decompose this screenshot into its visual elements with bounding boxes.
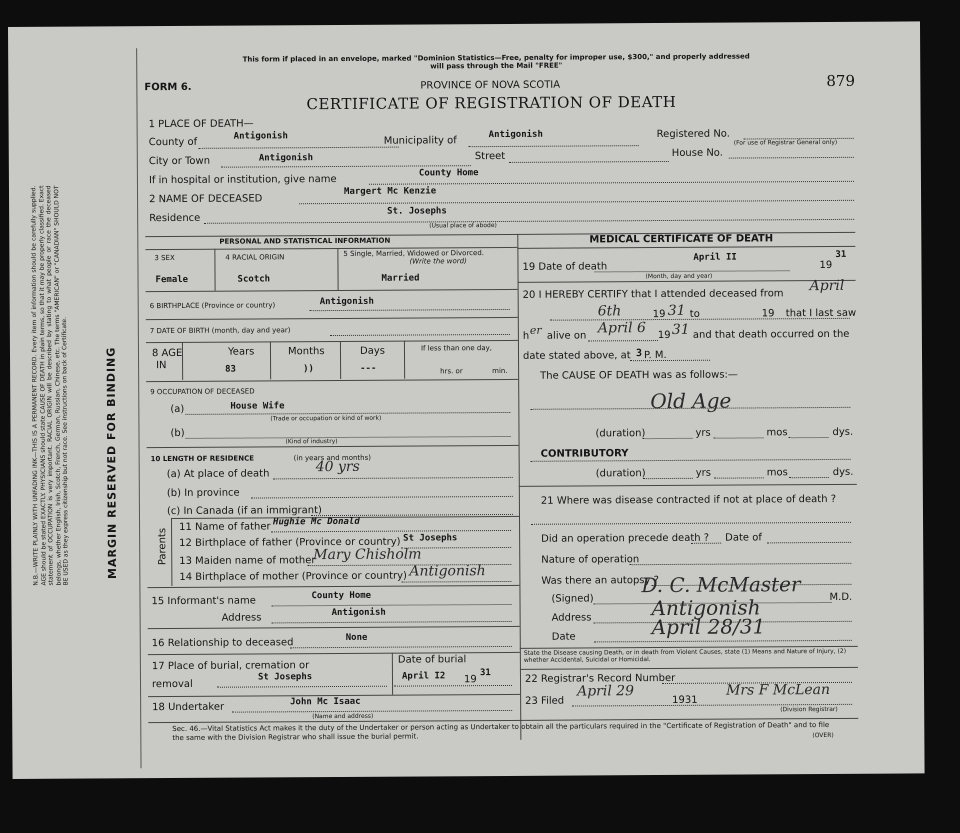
alive-pronoun: er bbox=[529, 323, 542, 337]
sex-label: 3 SEX bbox=[154, 253, 175, 263]
contrib-yrs-label: yrs bbox=[695, 467, 712, 479]
personal-heading: PERSONAL AND STATISTICAL INFORMATION bbox=[219, 236, 391, 246]
birthplace-label: 6 BIRTHPLACE (Province or country) bbox=[149, 301, 276, 311]
marital-note: (Write the word) bbox=[409, 257, 467, 266]
division-registrar-note: (Division Registrar) bbox=[780, 705, 838, 714]
contracted-label: 21 Where was disease contracted if not at place of death ? bbox=[540, 493, 837, 507]
occupation-value: House Wife bbox=[230, 401, 285, 412]
death-occurred-label: and that death occurred on the bbox=[692, 328, 850, 341]
to-label: to bbox=[689, 308, 700, 320]
burial-date-value: April I2 bbox=[401, 671, 446, 682]
alive-prefix: h bbox=[522, 330, 530, 342]
record-number-label: 22 Registrar's Record Number bbox=[524, 672, 676, 685]
burial-date-label: Date of burial bbox=[397, 654, 467, 666]
place-of-death-label: 1 PLACE OF DEATH— bbox=[148, 118, 254, 131]
nature-label: Nature of operation bbox=[541, 554, 640, 566]
attended-from-value: April bbox=[809, 277, 845, 295]
death-year-prefix: 19 bbox=[819, 259, 833, 272]
alive-date-value: April 6 bbox=[597, 320, 646, 337]
signature-date-value: April 28/31 bbox=[651, 614, 766, 640]
medical-heading: MEDICAL CERTIFICATE OF DEATH bbox=[589, 233, 774, 246]
min-label: min. bbox=[492, 366, 508, 376]
dob-label: 7 DATE OF BIRTH (month, day and year) bbox=[149, 326, 291, 336]
municipality-label: Municipality of bbox=[383, 135, 457, 147]
undertaker-note: (Name and address) bbox=[312, 712, 374, 721]
undertaker-value: John Mc Isaac bbox=[290, 696, 361, 708]
date-stated-label: date stated above, at bbox=[522, 350, 631, 362]
death-date-label: 19 Date of death bbox=[522, 261, 608, 273]
less-than-day-label: If less than one day, bbox=[420, 344, 493, 353]
county-label: County of bbox=[148, 136, 198, 149]
father-label: 11 Name of father bbox=[179, 521, 271, 533]
burial-year-prefix: 19 bbox=[463, 674, 477, 686]
hospital-value: County Home bbox=[418, 168, 479, 179]
physician-address-label: Address bbox=[551, 612, 592, 624]
residence-length-note: (in years and months) bbox=[293, 453, 371, 463]
hrs-label: hrs. or bbox=[440, 367, 463, 376]
cause-dys-label: dys. bbox=[832, 426, 854, 438]
death-time-value: 3 bbox=[635, 348, 643, 360]
binding-rule bbox=[136, 48, 141, 768]
father-birthplace-value: St Josephs bbox=[403, 533, 458, 544]
alive-label: alive on bbox=[546, 330, 587, 342]
undertaker-label: 18 Undertaker bbox=[152, 701, 225, 714]
relationship-label: 16 Relationship to deceased bbox=[151, 637, 294, 650]
last-saw-label: that I last saw bbox=[785, 307, 857, 320]
mother-birthplace-value: Antigonish bbox=[409, 563, 486, 580]
birthplace-value: Antigonish bbox=[319, 296, 374, 308]
burial-year-value: 31 bbox=[479, 668, 491, 679]
occupation-note: (Trade or occupation or kind of work) bbox=[270, 414, 382, 423]
age-in-label: IN bbox=[156, 360, 167, 372]
months-value: )) bbox=[303, 364, 314, 375]
years-value: 83 bbox=[225, 364, 236, 375]
in-canada-label: (c) In Canada (if an immigrant) bbox=[166, 505, 322, 518]
months-label: Months bbox=[287, 346, 325, 358]
city-value: Antigonish bbox=[258, 153, 314, 164]
racial-origin-label: 4 RACIAL ORIGIN bbox=[225, 253, 285, 262]
years-label: Years bbox=[227, 346, 255, 358]
registered-no-label: Registered No. bbox=[656, 128, 730, 141]
autopsy-label: Was there an autopsy ? bbox=[541, 575, 659, 587]
signature-date-label: Date bbox=[551, 631, 576, 643]
occupation-a: (a) bbox=[170, 403, 185, 416]
burial-place-value: St Josephs bbox=[257, 672, 313, 683]
cause-value: Old Age bbox=[650, 388, 732, 414]
margin-title: MARGIN RESERVED FOR BINDING bbox=[104, 346, 120, 580]
registrar-note: (For use of Registrar General only) bbox=[733, 138, 838, 147]
sex-value: Female bbox=[155, 274, 189, 286]
occupation-b: (b) bbox=[170, 427, 185, 440]
house-no-label: House No. bbox=[671, 147, 723, 159]
deceased-name-value: Margert Mc Kenzie bbox=[343, 186, 437, 197]
informant-value: County Home bbox=[311, 590, 372, 602]
filed-year-value: 1931 bbox=[672, 694, 698, 706]
contrib-dys-label: dys. bbox=[832, 466, 854, 478]
residence-length-label: 10 LENGTH OF RESIDENCE bbox=[150, 454, 255, 464]
attended-year-prefix: 19 bbox=[652, 308, 666, 321]
cause-duration-label: (duration) bbox=[595, 428, 646, 440]
informant-address-label: Address bbox=[221, 612, 262, 624]
street-label: Street bbox=[474, 150, 506, 163]
alive-year-prefix: 19 bbox=[657, 329, 671, 342]
occupation-label: 9 OCCUPATION OF DECEASED bbox=[150, 387, 255, 397]
death-year-value: 31 bbox=[835, 249, 847, 260]
signed-label: (Signed) bbox=[551, 593, 594, 605]
cause-mos-label: mos bbox=[766, 427, 788, 439]
filed-label: 23 Filed bbox=[525, 695, 565, 707]
certificate-title: CERTIFICATE OF REGISTRATION OF DEATH bbox=[306, 92, 677, 114]
death-certificate bbox=[8, 21, 925, 779]
to-year-prefix: 19 bbox=[761, 308, 775, 320]
age-label: 8 AGE bbox=[151, 347, 183, 360]
industry-note: (Kind of industry) bbox=[285, 437, 338, 446]
mother-label: 13 Maiden name of mother bbox=[179, 555, 316, 567]
at-place-label: (a) At place of death bbox=[166, 468, 270, 481]
death-date-note: (Month, day and year) bbox=[645, 272, 713, 281]
cause-yrs-label: yrs bbox=[695, 427, 711, 439]
days-value: --- bbox=[360, 363, 377, 374]
form-number: FORM 6. bbox=[144, 81, 192, 94]
margin-instructions: N.B.—WRITE PLAINLY WITH UNFADING INK—THIS IS A PERMANENT RECORD. Every item of information should be carefully supplied. AGE should be stated EXACTLY. PHYSICIANS should state CAUSE OF DEATH in plain terms, so that it may be properly classified. Exact statement of OCCUPATION is very important. RACIAL ORIGIN will be described by stating to what people or race the deceased belongs, whether English, Irish, Scotch, French, German, Russian, Chinese, etc. The terms "AMERICAN" or "CANADIAN" SHOULD NOT BE USED as they express citizenship but not race. See instructions on back of Certificate. bbox=[30, 185, 70, 586]
death-date-value: April II bbox=[693, 252, 737, 263]
physician-signature: D. C. McMaster bbox=[641, 572, 801, 598]
certify-text: 20 I HEREBY CERTIFY that I attended deceased from bbox=[522, 288, 784, 301]
envelope-note: This form if placed in an envelope, marked "Dominion Statistics—Free, penalty for improper use, $300," and properly addressed will pass through the Mail "FREE" bbox=[242, 52, 750, 71]
father-birthplace-label: 12 Birthplace of father (Province or country) bbox=[179, 536, 401, 549]
father-value: Hughie Mc Donald bbox=[273, 516, 360, 528]
attended-from-day: 6th bbox=[597, 303, 622, 320]
parents-label: Parents bbox=[157, 527, 169, 566]
contrib-duration-label: (duration) bbox=[595, 468, 646, 480]
days-label: Days bbox=[359, 345, 385, 357]
racial-origin-value: Scotch bbox=[237, 274, 271, 285]
violent-causes-note: State the Disease causing Death, or in death from Violent Causes, state (1) Means and Nature of Injury, (2) whether Accidental, Suicidal or Homicidal. bbox=[523, 647, 847, 664]
relationship-value: None bbox=[345, 632, 368, 643]
burial-label: 17 Place of burial, cremation or removal bbox=[151, 660, 310, 691]
residence-note: (Usual place of abode) bbox=[429, 222, 497, 230]
informant-address-value: Antigonish bbox=[331, 607, 386, 619]
contrib-mos-label: mos bbox=[766, 467, 788, 479]
md-label: M.D. bbox=[829, 591, 853, 603]
deceased-name-label: 2 NAME OF DECEASED bbox=[149, 193, 263, 206]
physician-address-value: Antigonish bbox=[651, 595, 761, 621]
mother-birthplace-label: 14 Birthplace of mother (Province or country) bbox=[179, 570, 407, 583]
operation-label: Did an operation precede death ? bbox=[541, 532, 710, 545]
mother-value: Mary Chisholm bbox=[313, 546, 422, 564]
contributory-label: CONTRIBUTORY bbox=[540, 448, 629, 460]
registrar-signature: Mrs F McLean bbox=[726, 681, 831, 699]
residence-label: Residence bbox=[149, 212, 201, 225]
filed-date-value: April 29 bbox=[577, 683, 635, 700]
operation-date-label: Date of bbox=[725, 532, 762, 544]
informant-label: 15 Informant's name bbox=[151, 595, 256, 608]
marital-value: Married bbox=[381, 273, 420, 284]
certificate-number: 879 bbox=[826, 71, 856, 91]
alive-year-value: 31 bbox=[671, 321, 690, 338]
pm-label: P. M. bbox=[643, 349, 667, 362]
county-value: Antigonish bbox=[233, 131, 288, 142]
cause-label: The CAUSE OF DEATH was as follows:— bbox=[540, 369, 738, 382]
attended-from-year: 31 bbox=[667, 302, 686, 319]
section-46-note: Sec. 46.—Vital Statistics Act makes it the duty of the Undertaker or person acting as Undertaker to obtain all the particulars required in the "Certificate of Registration of Death" and to file the same with the Division Registrar who shall issue the burial permit. bbox=[172, 720, 830, 743]
over-note: (OVER) bbox=[812, 731, 834, 740]
province-heading: PROVINCE OF NOVA SCOTIA bbox=[420, 79, 561, 92]
hospital-label: If in hospital or institution, give name bbox=[148, 173, 337, 187]
municipality-value: Antigonish bbox=[488, 129, 543, 141]
at-place-value: 40 yrs bbox=[315, 458, 360, 476]
marital-label: 5 Single, Married, Widowed or Divorced. bbox=[343, 249, 485, 258]
in-province-label: (b) In province bbox=[166, 487, 240, 500]
residence-value: St. Josephs bbox=[387, 206, 447, 217]
city-label: City or Town bbox=[148, 155, 211, 168]
